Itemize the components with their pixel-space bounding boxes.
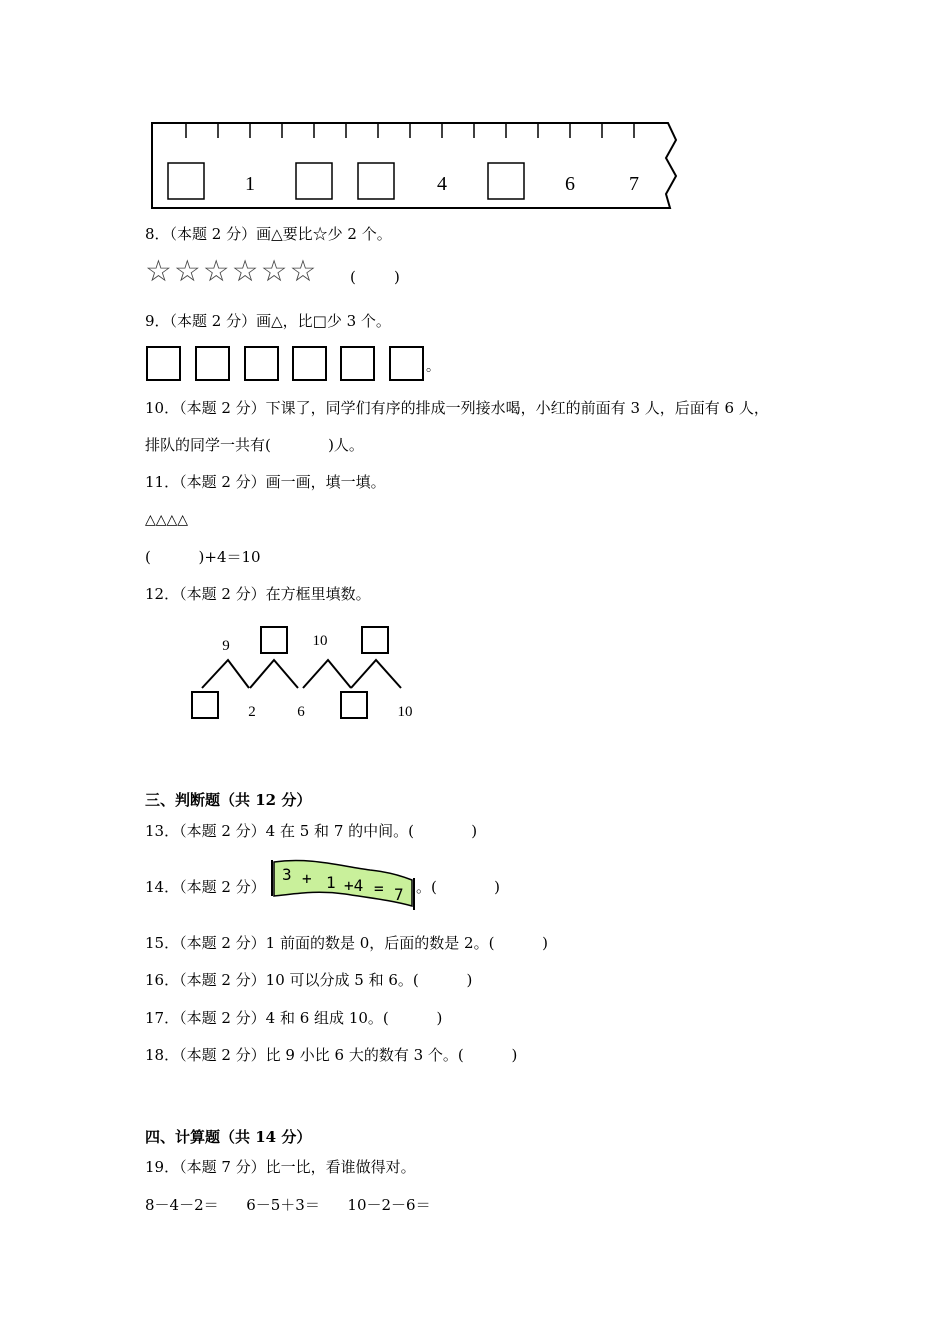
q19-expr: 8－4－2＝ xyxy=(145,1196,219,1214)
q12-label: 9 xyxy=(222,638,230,654)
q16-text: 16．（本题 2 分）10 可以分成 5 和 6。( ) xyxy=(145,971,473,989)
q12-text: 12．（本题 2 分）在方框里填数。 xyxy=(145,585,371,603)
q12-label: 10 xyxy=(397,704,413,720)
ruler-box-1 xyxy=(168,163,204,199)
q12-label: 2 xyxy=(248,704,256,720)
q17-text: 17．（本题 2 分）4 和 6 组成 10。( ) xyxy=(145,1009,443,1027)
q14-img-char: + xyxy=(302,869,312,888)
q11-text: 11．（本题 2 分）画一画，填一填。 xyxy=(145,473,386,491)
q14-img-char: +4 xyxy=(344,876,364,895)
q14-img-char: = xyxy=(374,879,384,898)
ruler-number: 1 xyxy=(245,173,255,195)
q8-text: 8．（本题 2 分）画△要比☆少 2 个。 xyxy=(145,225,392,243)
q18-text: 18．（本题 2 分）比 9 小比 6 大的数有 3 个。( ) xyxy=(145,1046,518,1064)
q19-expr: 6－5＋3＝ xyxy=(246,1196,320,1214)
q19-expressions xyxy=(145,1195,431,1215)
q9-end: 。 xyxy=(426,359,440,375)
q10-line2: 排队的同学一共有( )人。 xyxy=(145,436,364,454)
q9-text: 9．（本题 2 分）画△，比□少 3 个。 xyxy=(145,312,391,330)
q9-squares xyxy=(145,345,430,385)
q19-expr: 10－2－6＝ xyxy=(347,1196,431,1214)
q15-text: 15．（本题 2 分）1 前面的数是 0，后面的数是 2。( ) xyxy=(145,934,548,952)
q14-prefix: 14．（本题 2 分） xyxy=(145,878,266,896)
ruler-box-2 xyxy=(296,163,332,199)
q12-number-diagram xyxy=(185,620,425,730)
q14-suffix: 。( ) xyxy=(416,878,500,896)
q14-img-char: 3 xyxy=(282,865,292,884)
ruler-box-3 xyxy=(358,163,394,199)
q11-triangles: △△△△ xyxy=(145,512,189,528)
q14-img-char: 1 xyxy=(326,873,336,892)
section3-title: 三、判断题（共 12 分） xyxy=(145,791,312,809)
ruler-figure xyxy=(148,118,678,212)
q12-label: 6 xyxy=(297,704,305,720)
ruler-number: 7 xyxy=(629,173,639,195)
q14-equation-image xyxy=(270,856,418,914)
q19-text: 19．（本题 7 分）比一比，看谁做得对。 xyxy=(145,1158,416,1176)
ruler-number: 6 xyxy=(565,173,575,195)
q14-img-char: 7 xyxy=(394,885,404,904)
q11-equation: ( )+4＝10 xyxy=(145,548,261,566)
q10-line1: 10．（本题 2 分）下课了，同学们有序的排成一列接水喝，小红的前面有 3 人，后面有 6 人， xyxy=(145,399,769,417)
ruler-number: 4 xyxy=(437,173,447,195)
q8-answer-paren[interactable]: ( ) xyxy=(350,268,400,286)
ruler-box-4 xyxy=(488,163,524,199)
q8-stars: ☆☆☆☆☆☆ xyxy=(145,254,319,289)
q13-text: 13．（本题 2 分）4 在 5 和 7 的中间。( ) xyxy=(145,822,478,840)
q12-label: 10 xyxy=(312,633,328,649)
section4-title: 四、计算题（共 14 分） xyxy=(145,1128,312,1146)
